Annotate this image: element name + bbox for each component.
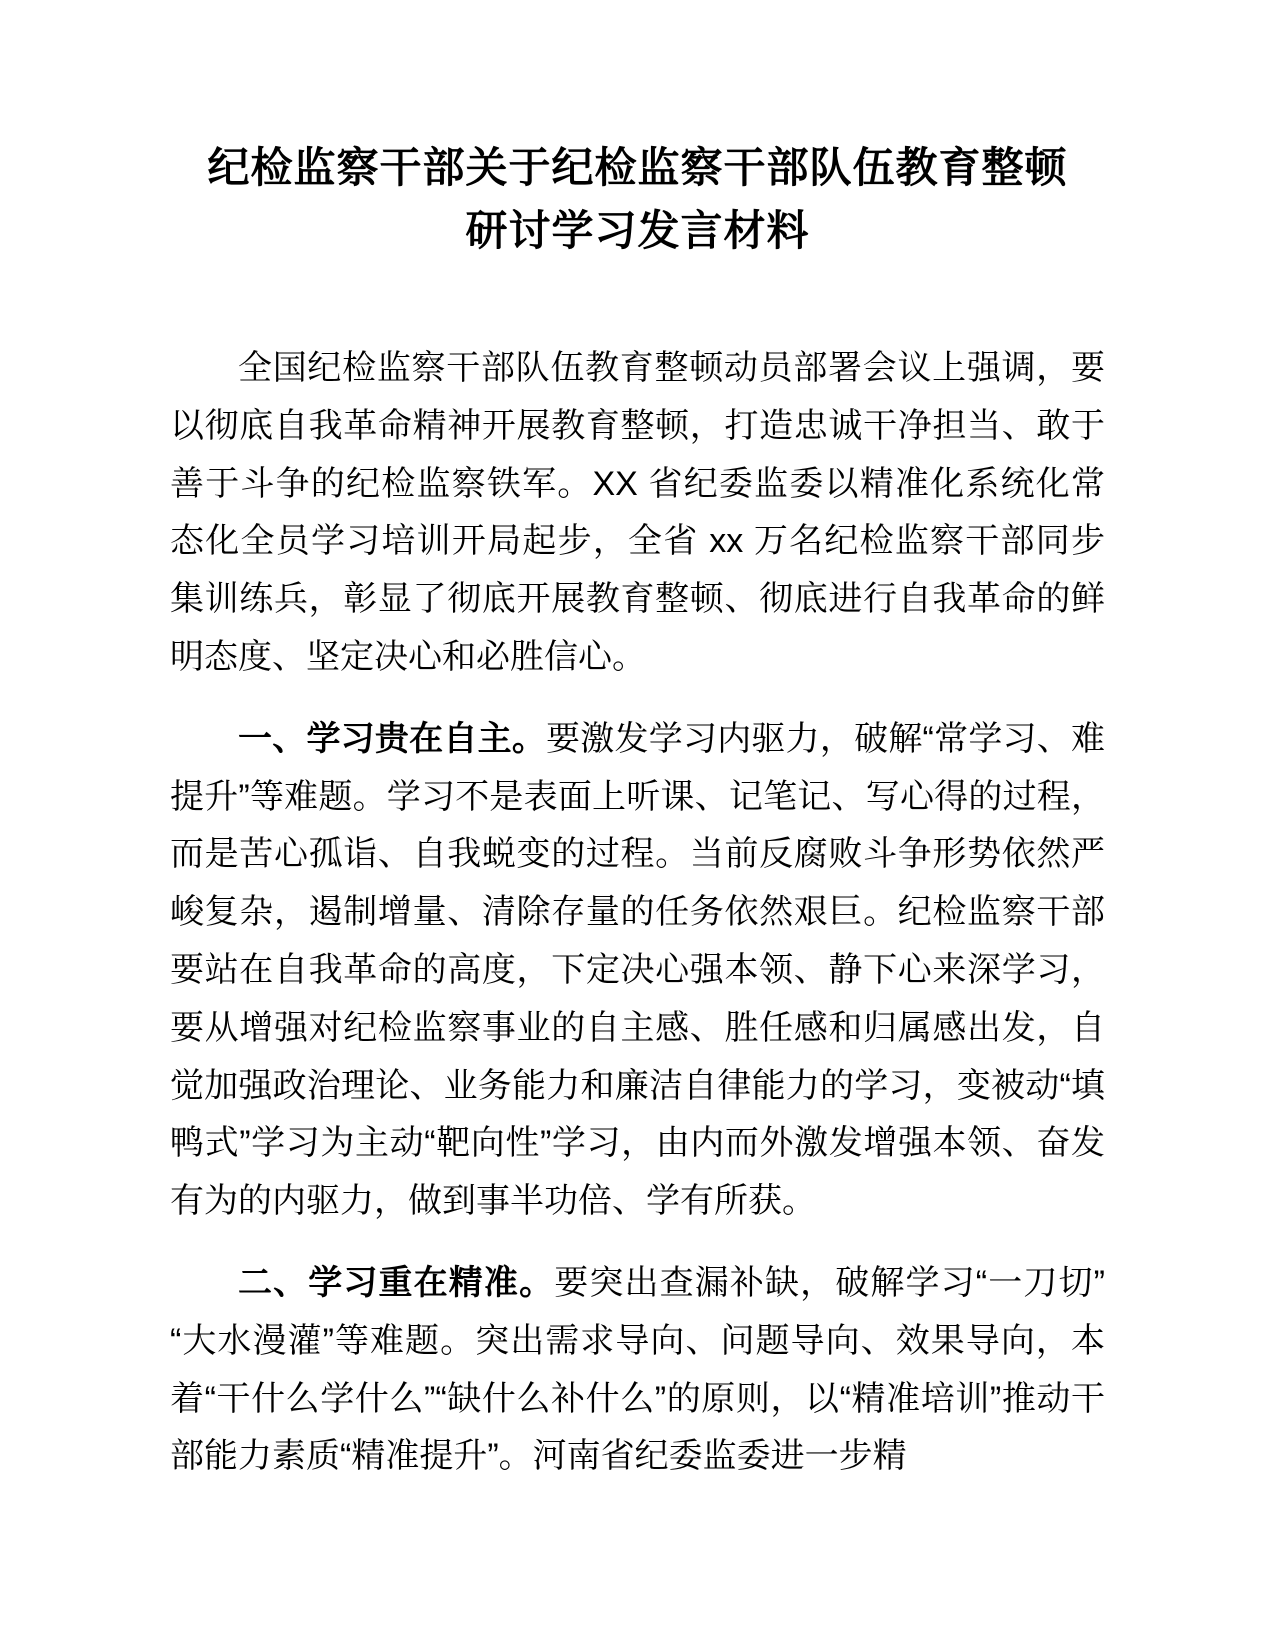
paragraph-point-2 — [170, 1255, 1105, 1486]
paragraph-point-2-text: 要突出查漏补缺，破解学习“一刀切”“大水漫灌”等难题。突出需求导向、问题导向、效果导向，本着“干什么学什么”“缺什么补什么”的原则，以“精准培训”推动干部能力素质“精准提升”。河南省纪委监委进一步精 — [170, 1263, 1105, 1476]
document-title-line-2: 研讨学习发言材料 — [465, 207, 810, 254]
document-title-line-1: 纪检监察干部关于纪检监察干部队伍教育整顿 — [207, 144, 1068, 191]
paragraph-point-1-lead: 一、学习贵在自主。 — [238, 719, 547, 758]
paragraph-point-2-lead: 二、学习重在精准。 — [238, 1263, 555, 1302]
paragraph-intro — [170, 340, 1105, 687]
paragraph-point-1-text: 要激发学习内驱力，破解“常学习、难提升”等难题。学习不是表面上听课、记笔记、写心得的过程，而是苦心孤诣、自我蜕变的过程。当前反腐败斗争形势依然严峻复杂，遏制增量、清除存量的任务依然艰巨。纪检监察干部要站在自我革命的高度，下定决心强本领、静下心来深学习，要从增强对纪检监察事业的自主感、胜任感和归属感出发，自觉加强政治理论、业务能力和廉洁自律能力的学习，变被动“填鸭式”学习为主动“靶向性”学习，由内而外激发增强本领、奋发有为的内驱力，做到事半功倍、学有所获。 — [170, 719, 1105, 1221]
paragraph-point-1 — [170, 711, 1105, 1231]
paragraph-intro-text: 全国纪检监察干部队伍教育整顿动员部署会议上强调，要以彻底自我革命精神开展教育整顿，打造忠诚干净担当、敢于善于斗争的纪检监察铁军。XX 省纪委监委以精准化系统化常态化全员学习培训开局起步，全省 xx 万名纪检监察干部同步集训练兵，彰显了彻底开展教育整顿、彻底进行自我革命的鲜明态度、坚定决心和必胜信心。 — [170, 349, 1106, 676]
document-title — [170, 136, 1105, 262]
